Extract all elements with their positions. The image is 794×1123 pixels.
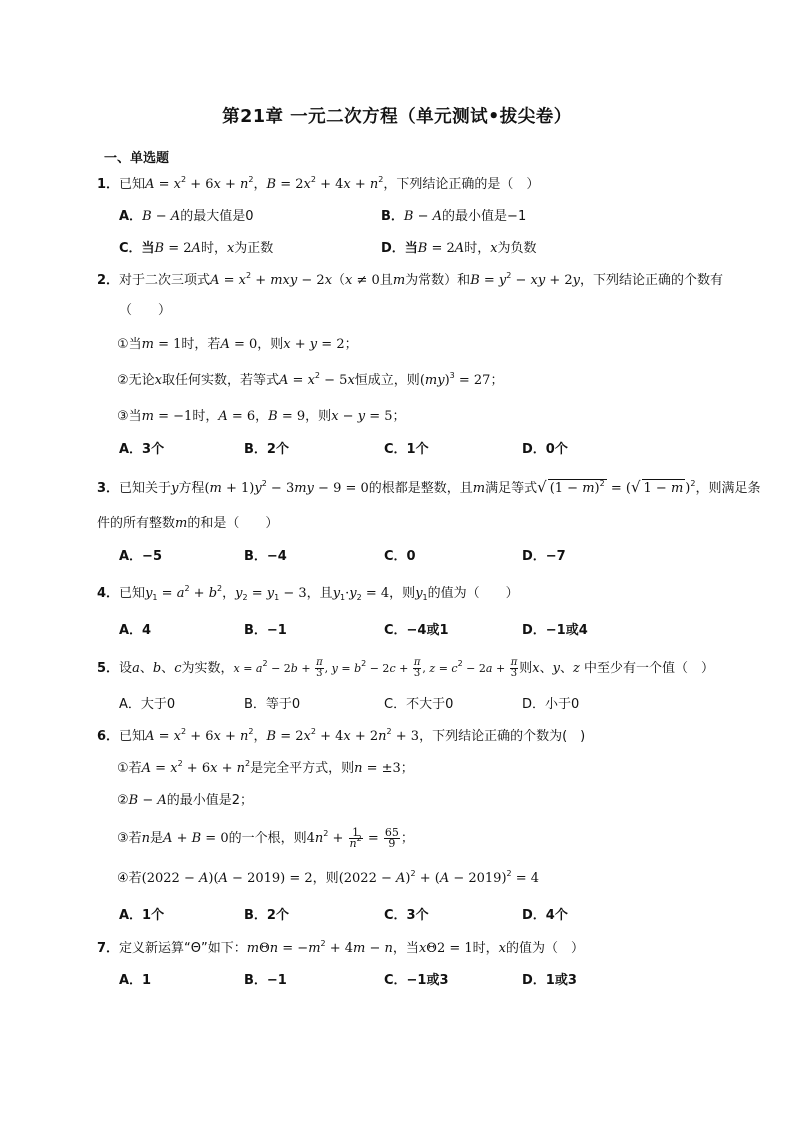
question-4-option-c[interactable]: C．−4或1 — [384, 623, 449, 638]
question-1-option-c[interactable]: C．当B = 2A时，x为正数 — [119, 241, 274, 256]
question-4-option-d[interactable]: D．−1或4 — [522, 623, 588, 638]
question-6-statement-2: ②B − A的最小值是2； — [117, 793, 254, 808]
question-5-option-b[interactable]: B．等于0 — [244, 697, 301, 712]
question-7-option-c[interactable]: C．−1或3 — [384, 973, 449, 988]
question-4-option-b[interactable]: B．−1 — [244, 623, 287, 638]
question-2-option-b[interactable]: B．2个 — [244, 442, 289, 457]
question-7-option-d[interactable]: D．1或3 — [522, 973, 577, 988]
question-1-stem: 1．已知$A = x^2 + 6x + n^2$，$B = 2x^2 + 4x + n^2$，下列结论正确的是（ ） — [97, 175, 540, 192]
question-3-stem: 3．已知关于y方程$(m + 1)y^2 - 3my - 9 = 0$的根都是整数，且m满足等式√ $(1 - m)^2$ = (√ 1 − m )$^2$，则满足条 — [97, 478, 761, 496]
question-7-option-b[interactable]: B．−1 — [244, 973, 287, 988]
question-2-statement-3: ③当m = −1时，A = 6，B = 9，则x − y = 5； — [117, 409, 406, 424]
section-heading: 一、单选题 — [104, 151, 170, 166]
question-3-option-c[interactable]: C．0 — [384, 549, 416, 564]
question-7-option-a[interactable]: A．1 — [119, 973, 152, 988]
question-3-option-d[interactable]: D．−7 — [522, 549, 566, 564]
question-5-stem: 5．设a、b、c为实数，$x = a^2 - 2b$ + $\frac{\pi}{3}$ , $y = b^2 - 2c$ + $\frac{\pi}{3}$ , $z = c^2 - 2a$ + $\frac{\pi}{3}$ 则x、y、z 中至少有一个值（ ） — [97, 657, 715, 679]
question-6-option-b[interactable]: B．2个 — [244, 908, 289, 923]
question-6-statement-1: ①若$A = x^2 + 6x + n^2$是完全平方式，则n = ±3； — [117, 759, 414, 776]
question-3-option-b[interactable]: B．−4 — [244, 549, 287, 564]
question-6-statement-4: ④若(2022 − A)(A − 2019) = 2，则$(2022 - A)^2 + (A - 2019)^2 = 4$ — [117, 869, 540, 886]
question-3-stem-cont: 件的所有整数m的和是（ ） — [97, 516, 279, 531]
question-6-statement-3: ③若n是A + B = 0的一个根，则$4n^2$ + $\frac{1}{n^2}$ = $\frac{65}{9}$ ； — [117, 826, 414, 850]
question-2-statement-1: ①当m = 1时，若A = 0，则x + y = 2； — [117, 337, 358, 352]
question-1-option-b[interactable]: B．B − A的最小值是−1 — [381, 209, 527, 224]
question-2-option-c[interactable]: C．1个 — [384, 442, 429, 457]
question-1-option-d[interactable]: D．当B = 2A时，x为负数 — [381, 241, 537, 256]
question-4-stem: 4．已知$y_1 = a^2 + b^2$，$y_2 = y_1 - 3$，且$y_1\cdot y_2 = 4$，则$y_1$的值为（ ） — [97, 584, 519, 602]
question-2-option-d[interactable]: D．0个 — [522, 442, 568, 457]
question-2-option-a[interactable]: A．3个 — [119, 442, 165, 457]
question-7-stem: 7．定义新运算“Θ”如下：$m\Theta n = -m^2 + 4m - n$，当xΘ2 = 1时，x的值为（ ） — [97, 939, 585, 956]
question-5-option-a[interactable]: A．大于0 — [119, 697, 176, 712]
question-6-option-c[interactable]: C．3个 — [384, 908, 429, 923]
question-2-stem: 2．对于二次三项式$A = x^2$ + mxy − 2x（x ≠ 0且m为常数）和$B = y^2$ − xy + 2y，下列结论正确的个数有 — [97, 271, 724, 288]
question-6-stem: 6．已知$A = x^2 + 6x + n^2$，$B = 2x^2 + 4x + 2n^2 + 3$，下列结论正确的个数为( ) — [97, 727, 586, 744]
question-4-option-a[interactable]: A．4 — [119, 623, 152, 638]
question-2-stem-cont: （ ） — [119, 303, 172, 318]
question-5-option-d[interactable]: D．小于0 — [522, 697, 580, 712]
question-6-option-a[interactable]: A．1个 — [119, 908, 165, 923]
question-5-option-c[interactable]: C．不大于0 — [384, 697, 454, 712]
question-2-statement-2: ②无论x取任何实数，若等式$A = x^2 - 5x$恒成立，则(my)$^3$ = 27； — [117, 371, 504, 388]
question-6-option-d[interactable]: D．4个 — [522, 908, 568, 923]
question-1-option-a[interactable]: A．B − A的最大值是0 — [119, 209, 254, 224]
page-title: 第21章 一元二次方程（单元测试•拔尖卷） — [222, 107, 572, 127]
question-3-option-a[interactable]: A．−5 — [119, 549, 162, 564]
